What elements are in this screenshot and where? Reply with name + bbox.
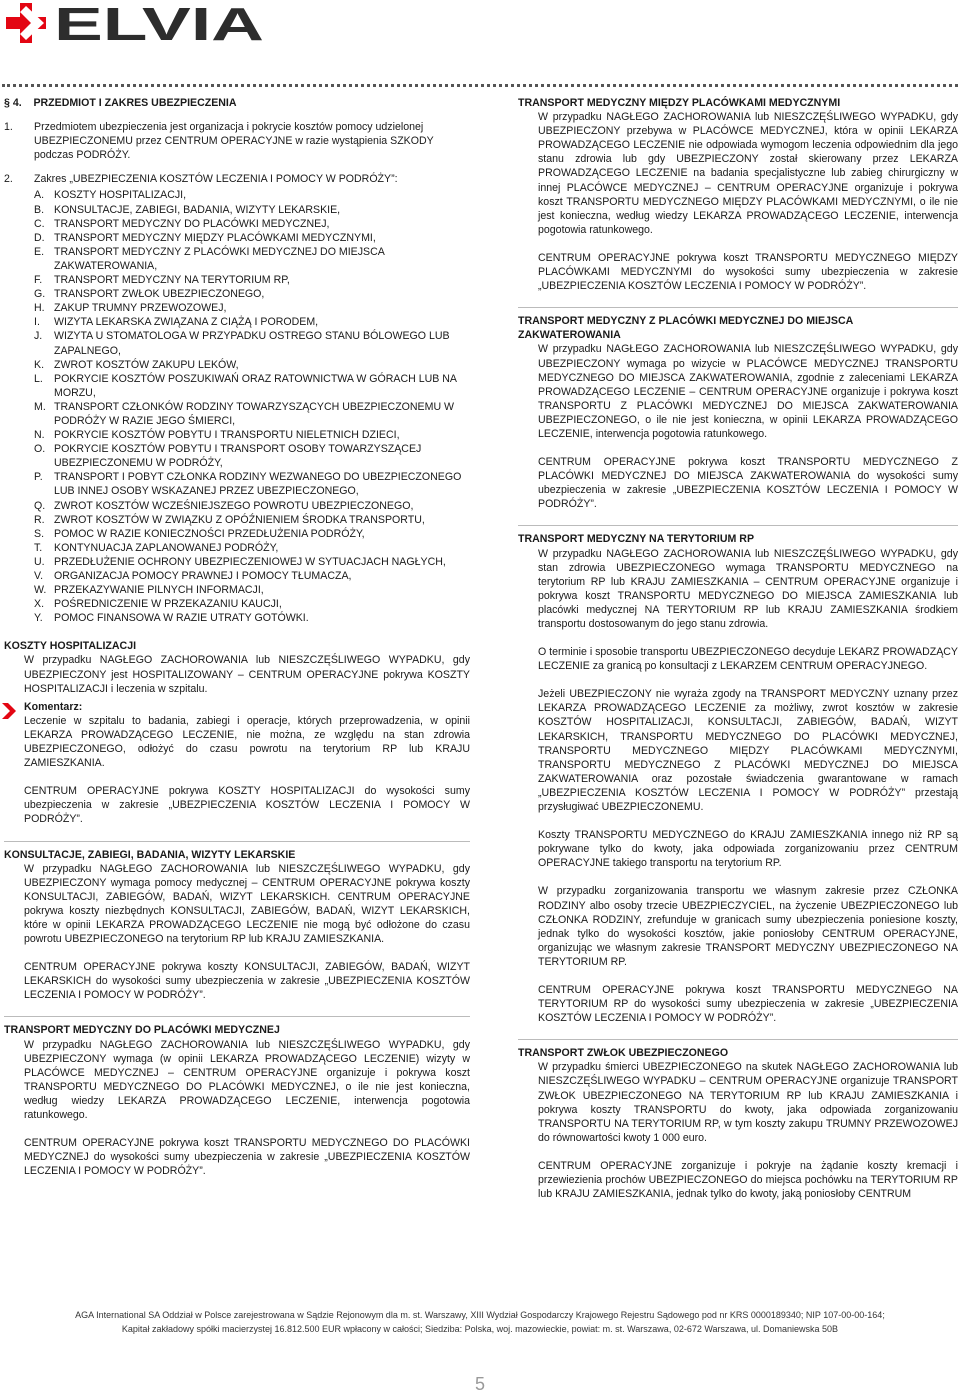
- paragraph: CENTRUM OPERACYJNE pokrywa koszt TRANSPORTU MEDYCZNEGO Z PLACÓWKI MEDYCZNEJ DO MIEJSCA ZAKWATEROWANIA do wysokości sumy ubezpieczenia w zakresie „UBEZPIECZENIA KOSZTÓW LECZENIA I POMOCY W PODRÓŻY”.: [538, 456, 958, 511]
- list-letter: Q.: [34, 499, 46, 512]
- paragraph: W przypadku NAGŁEGO ZACHOROWANIA lub NIESZCZĘŚLIWEGO WYPADKU, gdy stan zdrowia UBEZPIECZONEGO wymaga TRANSPORTU MEDYCZNEGO na terytorium RP lub KRAJU ZAMIESZKANIA – CENTRUM OPERACYJNE organizuje i pokrywa koszt TRANSPORTU MEDYCZNEGO DO MIEJSCA ZAMIESZKANIA lub placówki medycznej NA TERYTORIUM RP lub KRAJU ZAMIESZKANIA środkiem transportu dostosowanym do jego stanu zdrowia.: [538, 547, 958, 630]
- list-text: ZWROT KOSZTÓW ZAKUPU LEKÓW,: [54, 358, 239, 371]
- list-text: TRANSPORT CZŁONKÓW RODZINY TOWARZYSZĄCYCH UBEZPIECZONEMU W PODRÓŻY W RAZIE JEGO ŚMIERCI,: [54, 400, 455, 427]
- list-item: [34, 597, 470, 611]
- list-text: PRZEDŁUŻENIE OCHRONY UBEZPIECZENIOWEJ W SYTUACJACH NAGŁYCH,: [54, 555, 446, 568]
- paragraph: Koszty TRANSPORTU MEDYCZNEGO do KRAJU ZAMIESZKANIA innego niż RP są pokrywane tylko do kwoty, jaka odpowiada zorganizowaniu przez CENTRUM OPERACYJNE takiego transportu na terytorium RP.: [538, 829, 958, 870]
- list-item: [34, 442, 470, 470]
- heading-koszty-hospitalizacji: KOSZTY HOSPITALIZACJI: [4, 640, 137, 653]
- heading-transport-miedzy-placowkami: TRANSPORT MEDYCZNY MIĘDZY PLACÓWKAMI MEDYCZNYMI: [518, 97, 841, 109]
- list-letter: Y.: [34, 612, 43, 625]
- paragraph: CENTRUM OPERACYJNE zorganizuje i pokryje na żądanie koszty kremacji i przewiezienia prochów UBEZPIECZONEGO do miejsca pochówku na TERYTORIUM RP lub KRAJU ZAMIESZKANIA, jednak tylko do kwoty, jaką poniosłoby CENTRUM: [538, 1159, 958, 1201]
- list-item: [34, 329, 470, 357]
- item-number: 1.: [4, 121, 13, 134]
- list-text: WIZYTA LEKARSKA ZWIĄZANA Z CIĄŻĄ I PORODEM,: [54, 316, 319, 329]
- heading-transport-z-placowki: TRANSPORT MEDYCZNY Z PLACÓWKI MEDYCZNEJ DO MIEJSCA ZAKWATEROWANIA: [518, 315, 853, 342]
- list-text: POMOC FINANSOWA W RAZIE UTRATY GOTÓWKI.: [54, 612, 309, 625]
- list-text: ZWROT KOSZTÓW WCZEŚNIEJSZEGO POWROTU UBEZPIECZONEGO,: [54, 499, 414, 512]
- list-letter: S.: [34, 527, 45, 540]
- list-item: [34, 527, 470, 541]
- list-letter: T.: [34, 541, 43, 554]
- list-letter: H.: [34, 302, 45, 315]
- footer-line: AGA International SA Oddział w Polsce zarejestrowana w Sądzie Rejonowym dla m. st. Warszawy, XIII Wydział Gospodarczy Krajowego Rejestru Sądowego pod nr KRS 0000189340; NIP 107-00-00-164;: [75, 1310, 885, 1320]
- list-item: [34, 245, 470, 273]
- list-item: [34, 203, 470, 217]
- paragraph: CENTRUM OPERACYJNE pokrywa koszt TRANSPORTU MEDYCZNEGO NA TERYTORIUM RP do wysokości sumy ubezpieczenia w zakresie „UBEZPIECZENIA KOSZTÓW LECZENIA I POMOCY W PODRÓŻY”.: [538, 983, 958, 1025]
- list-letter: N.: [34, 429, 45, 442]
- list-letter: P.: [34, 471, 43, 484]
- list-letter: A.: [34, 189, 45, 202]
- list-letter: I.: [34, 316, 40, 329]
- list-text: TRANSPORT ZWŁOK UBEZPIECZONEGO,: [54, 288, 265, 301]
- list-item: [34, 217, 470, 231]
- left-column: [4, 96, 470, 1178]
- comment-text: Leczenie w szpitalu to badania, zabiegi i operacje, których przeprowadzenia, w opinii LEKARZA PROWADZĄCEGO LECZENIE, nie można, ze względu na stan zdrowia UBEZPIECZONEGO, odłożyć do czasu powrotu na terytorium RP lub KRAJU ZAMIESZKANIA.: [24, 714, 470, 770]
- paragraph: CENTRUM OPERACYJNE pokrywa koszt TRANSPORTU MEDYCZNEGO DO PLACÓWKI MEDYCZNEJ do wysokości sumy ubezpieczenia w zakresie „UBEZPIECZENIA KOSZTÓW LECZENIA I POMOCY W PODRÓŻY”.: [24, 1137, 470, 1178]
- list-text: TRANSPORT MEDYCZNY MIĘDZY PLACÓWKAMI MEDYCZNYMI,: [54, 231, 376, 244]
- comment-box: [24, 700, 470, 827]
- list-letter: F.: [34, 274, 43, 287]
- list-text: ZWROT KOSZTÓW W ZWIĄZKU Z OPÓŹNIENIEM ŚRODKA TRANSPORTU,: [54, 513, 425, 526]
- list-item: [34, 513, 470, 527]
- heading-transport-zwlok: TRANSPORT ZWŁOK UBEZPIECZONEGO: [518, 1047, 729, 1060]
- list-item: [34, 499, 470, 513]
- heading-konsultacje: KONSULTACJE, ZABIEGI, BADANIA, WIZYTY LEKARSKIE: [4, 848, 296, 861]
- list-letter: J.: [34, 330, 43, 343]
- item-text: Przedmiotem ubezpieczenia jest organizacja i pokrycie kosztów pomocy udzielonej UBEZPIECZONEMU przez CENTRUM OPERACYJNE w razie wystąpienia SZKODY podczas PODRÓŻY.: [34, 121, 434, 162]
- paragraph: W przypadku NAGŁEGO ZACHOROWANIA lub NIESZCZĘŚLIWEGO WYPADKU, gdy UBEZPIECZONY przebywa w PLACÓWCE MEDYCZNEJ, która w opinii LEKARZA PROWADZĄCEGO LECZENIE nie odpowiada wymogom leczenia odpowiednim dla jego stanu zdrowia lub gdy UBEZPIECZONY został skierowany przez LEKARZA PROWADZĄCEGO LECZENIE na badania specjalistyczne lub zabieg chirurgiczny w innej PLACÓWCE MEDYCZNEJ – CENTRUM OPERACYJNE organizuje i pokrywa koszt TRANSPORTU MEDYCZNEGO MIĘDZY PLACÓWKAMI MEDYCZNYMI, o ile nie jest konieczna, według wiedzy LEKARZA PROWADZĄCEGO LECZENIE, interwencja pogotowia ratunkowego.: [538, 111, 958, 236]
- list-item: [34, 428, 470, 442]
- list-letter: D.: [34, 231, 45, 244]
- list-text: ORGANIZACJA POMOCY PRAWNEJ I POMOCY TŁUMACZA,: [54, 570, 352, 582]
- paragraph: W przypadku śmierci UBEZPIECZONEGO na skutek NAGŁEGO ZACHOROWANIA lub NIESZCZĘŚLIWEGO WYPADKU – CENTRUM OPERACYJNE organizuje TRANSPORT ZWŁOK UBEZPIECZONEGO NA TERYTORIUM RP lub KRAJU ZAMIESZKANIA i pokrywa koszty TRANSPORTU do kwoty, jaka odpowiada zorganizowaniu TRANSPORTU NA TERYTORIUM RP, w tym koszty zakupu TRUMNY PRZEWOZOWEJ do równowartości kwoty 1 000 euro.: [538, 1061, 958, 1144]
- list-item: [34, 555, 470, 569]
- list-text: KONSULTACJE, ZABIEGI, BADANIA, WIZYTY LEKARSKIE,: [54, 203, 341, 216]
- paragraph: CENTRUM OPERACYJNE pokrywa koszty KONSULTACJI, ZABIEGÓW, BADAŃ, WIZYT LEKARSKICH do wysokości sumy ubezpieczenia w zakresie „UBEZPIECZENIA KOSZTÓW LECZENIA I POMOCY W PODRÓŻY”.: [24, 961, 470, 1002]
- paragraph: W przypadku NAGŁEGO ZACHOROWANIA lub NIESZCZĘŚLIWEGO WYPADKU, gdy UBEZPIECZONY wymaga (w opinii LEKARZA PROWADZĄCEGO LECZENIE) wizyty w PLACÓWCE MEDYCZNEJ – CENTRUM OPERACYJNE organizuje i pokrywa koszt TRANSPORTU MEDYCZNEGO DO PLACÓWKI MEDYCZNEJ, o ile nie jest konieczna, według wiedzy LEKARZA PROWADZĄCEGO LECZENIE, interwencja pogotowia ratunkowego.: [24, 1038, 470, 1121]
- list-text: POMOC W RAZIE KONIECZNOŚCI PRZEDŁUŻENIA PODRÓŻY,: [54, 527, 365, 540]
- legal-footer: [0, 1308, 960, 1336]
- section-divider: [518, 307, 958, 308]
- paragraph: W przypadku NAGŁEGO ZACHOROWANIA lub NIESZCZĘŚLIWEGO WYPADKU, gdy UBEZPIECZONY jest HOSPITALIZOWANY – CENTRUM OPERACYJNE pokrywa KOSZTY HOSPITALIZACJI i leczenia w szpitalu.: [24, 654, 470, 695]
- list-text: KOSZTY HOSPITALIZACJI,: [54, 189, 187, 202]
- list-letter: O.: [34, 443, 46, 456]
- list-text: TRANSPORT MEDYCZNY NA TERYTORIUM RP,: [54, 274, 290, 287]
- list-letter: V.: [34, 570, 44, 582]
- list-item: [34, 400, 470, 428]
- list-text: KONTYNUACJA ZAPLANOWANEJ PODRÓŻY,: [54, 541, 279, 554]
- list-item: [34, 273, 470, 287]
- footer-line: Kapitał zakładowy spółki macierzystej 16.812.500 EUR wpłacony w całości; Siedziba: Polska, woj. mazowieckie, powiat: m. st. Warszawa, 02-672 Warszawa, ul. Domaniewska 50B: [121, 1324, 839, 1334]
- list-letter: G.: [34, 288, 46, 301]
- paragraph: O terminie i sposobie transportu UBEZPIECZONEGO decyduje LEKARZ PROWADZĄCY LECZENIE za granicą po konsultacji z LEKARZEM CENTRUM OPERACYJNEGO.: [538, 646, 958, 673]
- section-divider: [4, 1016, 470, 1017]
- paragraph: Jeżeli UBEZPIECZONY nie wyraża zgody na TRANSPORT MEDYCZNY uznany przez LEKARZA PROWADZĄCEGO LECZENIE za możliwy, zwrot kosztów w zakresie KOSZTÓW HOSPITALIZACJI, KONSULTACJI, ZABIEGÓW, BADAŃ, WIZYT LEKARSKICH, TRANSPORTU MEDYCZNEGO DO PLACÓWKI MEDYCZNEJ, TRANSPORTU MEDYCZNEGO MIĘDZY PLACÓWKAMI MEDYCZNYMI, TRANSPORTU MEDYCZNEGO Z PLACÓWKI MEDYCZNEJ DO MIEJSCA ZAKWATEROWANIA oraz pozostałe świadczenia gwarantowane w ramach „UBEZPIECZENIA KOSZTÓW LECZENIA I POMOCY W PODRÓŻY” przestają przysługiwać UBEZPIECZONEMU.: [538, 688, 958, 814]
- list-item: [34, 372, 470, 400]
- list-letter: X.: [34, 598, 45, 611]
- list-item: [34, 611, 470, 625]
- list-item: [34, 231, 470, 245]
- item-number: 2.: [4, 173, 13, 186]
- right-column: [518, 96, 958, 1201]
- section-divider: [518, 525, 958, 526]
- list-text: POKRYCIE KOSZTÓW POBYTU I TRANSPORTU NIELETNICH DZIECI,: [54, 429, 400, 442]
- list-item: [34, 470, 470, 498]
- list-item: [34, 188, 470, 202]
- list-item: [34, 287, 470, 301]
- paragraph: CENTRUM OPERACYJNE pokrywa KOSZTY HOSPITALIZACJI do wysokości sumy ubezpieczenia w zakresie „UBEZPIECZENIA KOSZTÓW LECZENIA I POMOCY W PODRÓŻY”.: [24, 785, 470, 826]
- list-item: [34, 569, 470, 583]
- list-text: POŚREDNICZENIE W PRZEKAZANIU KAUCJI,: [54, 598, 282, 611]
- list-letter: B.: [34, 203, 45, 216]
- list-item: [34, 541, 470, 555]
- numbered-item-1: [4, 120, 470, 162]
- list-letter: L.: [34, 372, 43, 385]
- list-text: PRZEKAZYWANIE PILNYCH INFORMACJI,: [54, 584, 264, 597]
- comment-title: Komentarz:: [24, 700, 83, 713]
- section-divider: [518, 1039, 958, 1040]
- elvia-logo: [4, 2, 266, 44]
- list-letter: K.: [34, 358, 45, 371]
- list-text: TRANSPORT I POBYT CZŁONKA RODZINY WEZWANEGO DO UBEZPIECZONEGO LUB INNEJ OSOBY WSKAZANEJ PRZEZ UBEZPIECZONEGO,: [54, 471, 462, 498]
- paragraph: W przypadku zorganizowania transportu we własnym zakresie przez CZŁONKA RODZINY albo osoby trzecie UBEZPIECZYCIEL, na życzenie UBEZPIECZONEGO lub CZŁONKA RODZINY, zrefunduje w granicach sumy ubezpieczenia poniesione koszty, jednak tylko do wysokości kosztów, jakie poniosłoby CENTRUM OPERACYJNE, organizując we własnym zakresie TRANSPORT MEDYCZNY UBEZPIECZONEGO NA TERYTORIUM RP.: [538, 885, 958, 968]
- list-letter: R.: [34, 513, 45, 526]
- list-text: TRANSPORT MEDYCZNY Z PLACÓWKI MEDYCZNEJ DO MIEJSCA ZAKWATEROWANIA,: [54, 245, 385, 272]
- header-rule: [2, 84, 958, 87]
- list-item: [34, 358, 470, 372]
- paragraph: W przypadku NAGŁEGO ZACHOROWANIA lub NIESZCZĘŚLIWEGO WYPADKU, gdy UBEZPIECZONY wymaga pomocy medycznej – CENTRUM OPERACYJNE pokrywa koszty KONSULTACJI, ZABIEGÓW, BADAŃ, WIZYT LEKARSKICH. CENTRUM OPERACYJNE pokrywa koszty niezbędnych KONSULTACJI, ZABIEGÓW, BADAŃ, WIZYT LEKARSKICH, które w opinii LEKARZA PROWADZĄCEGO LECZENIE nie mogą być odłożone do czasu powrotu UBEZPIECZONEGO na terytorium RP lub KRAJU ZAMIESZKANIA.: [24, 862, 470, 946]
- paragraph: CENTRUM OPERACYJNE pokrywa koszt TRANSPORTU MEDYCZNEGO MIĘDZY PLACÓWKAMI MEDYCZNYMI do wysokości sumy ubezpieczenia w zakresie „UBEZPIECZENIA KOSZTÓW LECZENIA I POMOCY W PODRÓŻY”.: [538, 251, 958, 293]
- list-item: [34, 315, 470, 329]
- list-letter: C.: [34, 217, 45, 230]
- list-item: [34, 583, 470, 597]
- numbered-item-2: [4, 172, 470, 186]
- heading-transport-do-placowki: TRANSPORT MEDYCZNY DO PLACÓWKI MEDYCZNEJ: [4, 1024, 280, 1037]
- elvia-cross-icon: [6, 3, 46, 43]
- list-text: TRANSPORT MEDYCZNY DO PLACÓWKI MEDYCZNEJ,: [54, 217, 330, 230]
- list-text: POKRYCIE KOSZTÓW POBYTU I TRANSPORT OSOBY TOWARZYSZĄCEJ UBEZPIECZONEMU W PODRÓŻY,: [54, 443, 422, 470]
- item-text: Zakres „UBEZPIECZENIA KOSZTÓW LECZENIA I POMOCY W PODRÓŻY”:: [34, 173, 398, 186]
- list-text: POKRYCIE KOSZTÓW POSZUKIWAŃ ORAZ RATOWNICTWA W GÓRACH LUB NA MORZU,: [54, 372, 457, 399]
- section-number: § 4.: [4, 97, 22, 109]
- heading-transport-na-terytorium: TRANSPORT MEDYCZNY NA TERYTORIUM RP: [518, 533, 755, 546]
- page-number: 5: [474, 1374, 485, 1394]
- list-text: WIZYTA U STOMATOLOGA W PRZYPADKU OSTREGO STANU BÓLOWEGO LUB ZAPALNEGO,: [54, 330, 450, 357]
- chevron-right-icon: [2, 703, 16, 719]
- list-text: ZAKUP TRUMNY PRZEWOZOWEJ,: [54, 302, 227, 315]
- list-letter: U.: [34, 555, 45, 568]
- list-letter: M.: [34, 400, 46, 413]
- paragraph: W przypadku NAGŁEGO ZACHOROWANIA lub NIESZCZĘŚLIWEGO WYPADKU, gdy UBEZPIECZONY wymaga po wizycie w PLACÓWCE MEDYCZNEJ TRANSPORTU MEDYCZNEGO DO MIEJSCA ZAKWATEROWANIA, zgodnie z zaleceniami LEKARZA PROWADZĄCEGO LECZENIE – CENTRUM OPERACYJNE organizuje i pokrywa koszt TRANSPORTU Z PLACÓWKI MEDYCZNEJ DO MIEJSCA ZAKWATEROWANIA UBEZPIECZONEGO, o ile nie jest konieczna, w opinii LEKARZA PROWADZĄCEGO LECZENIE, interwencja pogotowia ratunkowego.: [538, 343, 958, 440]
- section-divider: [4, 841, 470, 842]
- elvia-wordmark: ELVIA: [54, 2, 264, 44]
- list-letter: E.: [34, 245, 45, 258]
- section-title: PRZEDMIOT I ZAKRES UBEZPIECZENIA: [33, 97, 237, 109]
- section-heading: [4, 96, 470, 110]
- scope-list: [34, 188, 470, 625]
- list-item: [34, 301, 470, 315]
- list-letter: W.: [34, 584, 47, 597]
